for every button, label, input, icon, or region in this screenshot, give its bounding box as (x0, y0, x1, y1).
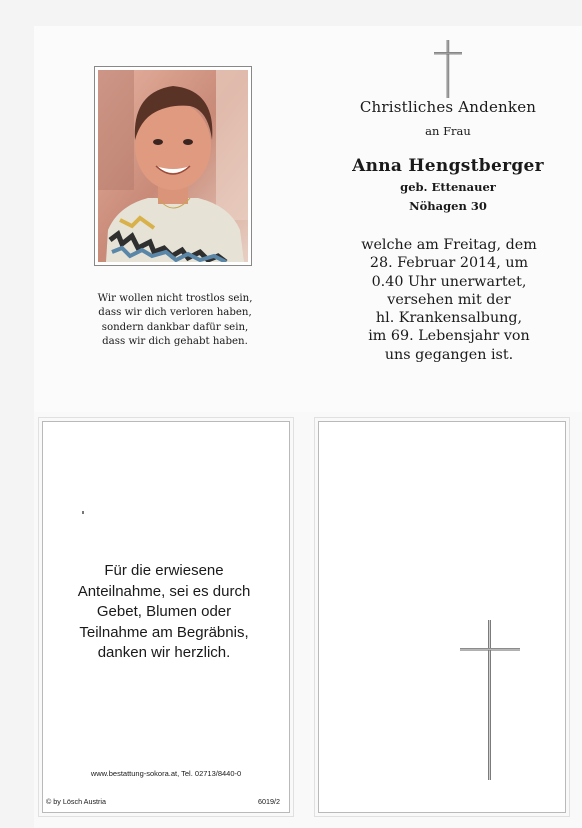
thanks-text (44, 561, 284, 664)
portrait-photo-frame (94, 66, 252, 266)
notice-text-line: 28. Februar 2014, um (369, 255, 529, 272)
notice-heading: Christliches Andenken (359, 98, 537, 116)
notice-text-line: versehen mit der (387, 291, 511, 308)
verse-line: dass wir dich gehabt haben. (102, 335, 248, 347)
funeral-home-contact: www.bestattung-sokora.at, Tel. 02713/8440-0 (90, 769, 242, 778)
thanks-line: Für die erwiesene (104, 562, 224, 579)
thanks-line: danken wir herzlich. (97, 644, 231, 661)
salutation: an Frau (425, 124, 471, 138)
copyright-note: © by Lösch Austria (46, 797, 107, 806)
product-code: 6019/2 (258, 797, 280, 806)
cross-icon (434, 40, 462, 98)
thanks-line: Teilnahme am Begräbnis, (79, 623, 249, 641)
notice-text-line: hl. Krankensalbung, (375, 310, 523, 327)
notice-text-line: 0.40 Uhr unerwartet, (371, 273, 527, 290)
print-speck (82, 511, 84, 514)
portrait-photo-image (98, 70, 248, 262)
notice-text-line: welche am Freitag, dem (361, 237, 537, 253)
portrait-photo (98, 70, 248, 262)
large-cross-icon (460, 620, 520, 780)
cross-card (318, 421, 566, 813)
verse-line: Wir wollen nicht trostlos sein, (97, 293, 253, 304)
verse-line: dass wir dich verloren haben, (98, 307, 252, 319)
notice-text (338, 236, 560, 364)
verse-line: sondern dankbar dafür sein, (101, 321, 249, 333)
birth-name: geb. Ettenauer (400, 180, 496, 194)
notice-text-line: im 69. Lebensjahr von (368, 328, 530, 345)
notice-text-line: uns gegangen ist. (384, 346, 514, 363)
thanks-line: Anteilnahme, sei es durch (77, 582, 251, 600)
thanks-line: Gebet, Blumen oder (96, 603, 232, 620)
deceased-name: Anna Hengstberger (352, 156, 544, 176)
address: Nöhagen 30 (409, 199, 487, 213)
verse (70, 292, 280, 349)
